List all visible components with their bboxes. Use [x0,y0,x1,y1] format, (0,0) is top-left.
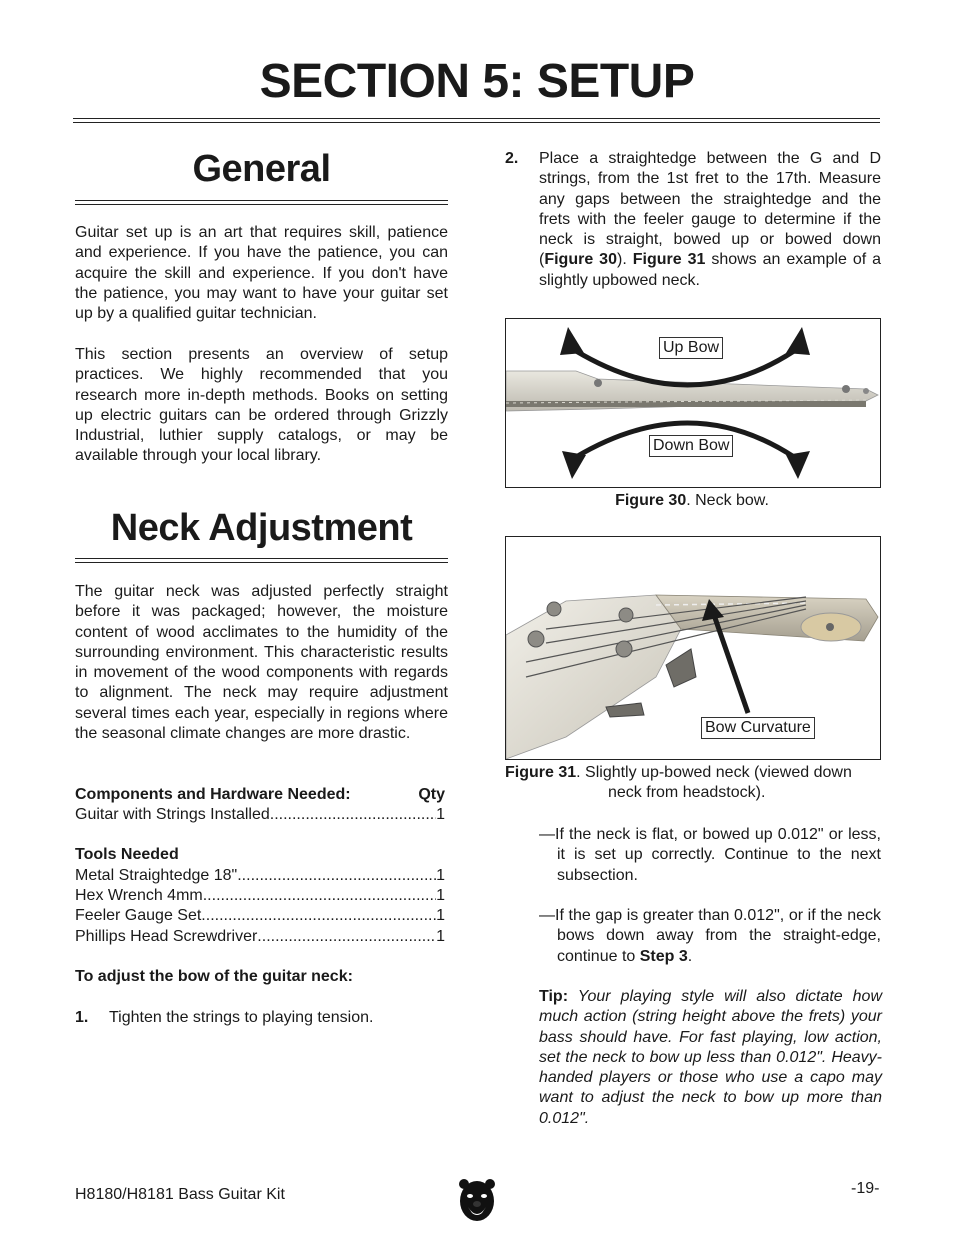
figure-30-caption-text: . Neck bow. [686,492,769,509]
tool-qty: 1 [436,887,445,904]
general-paragraph-1: Guitar set up is an art that requires skill, patience and experience. If you have the patience, you can acquire the skill and experience. If you don't have the patience, you may want to have your guitar set up by a qualified guitar technician. [75,224,448,323]
headstock-image [506,595,878,759]
general-rule [75,200,448,205]
tip-paragraph [539,987,882,1129]
step-2-text-part: ). [616,251,633,269]
figure-30-caption-label: Figure 30 [615,492,687,509]
step-2-text-part: Place a straightedge between the G and D strings, from the 1st fret to the 17th. Measure any gaps between the straightedge and the frets with the feeler gauge to determine if the neck is straight, bowed up or bowed down ( [539,150,881,269]
figure-31-caption [505,763,881,804]
component-qty: 1 [436,806,445,823]
tool-name: Metal Straightedge 18" [75,866,238,884]
tool-name: Phillips Head Screwdriver [75,927,258,945]
bow-curvature-label: Bow Curvature [701,717,815,739]
figure-31-upbowed-neck [505,536,881,760]
title-rule [73,118,880,123]
general-heading: General [192,148,331,190]
bullet-gap-end: . [687,947,693,965]
tool-row [75,886,445,906]
up-bow-label: Up Bow [659,337,723,359]
page-number: -19- [851,1180,880,1197]
headstock-photo-illustration [506,537,880,759]
tool-row [75,906,445,926]
step-1-number: 1. [75,1009,89,1026]
figure-31-caption-line-1 [505,763,881,783]
tip-text: Your playing style will also dictate how much action (string height above the frets) your bass should have. For fast playing, low action, set the neck to bow up less than 0.012". Heavy-handed players or those who use a capo may want to adjust the neck to bow up more than 0.012". [539,988,882,1127]
grizzly-bear-logo-icon [458,1177,496,1223]
bullet-gap-text: —If the gap is greater than 0.012", or if the neck bows down away from the straight-edge, continue to [539,907,881,965]
tool-row [75,927,445,947]
components-heading: Components and Hardware Needed: [75,786,351,803]
components-header-row [75,785,445,805]
step-2-text [539,149,881,291]
component-name: Guitar with Strings Installed [75,806,270,823]
tools-heading: Tools Needed [75,846,179,863]
component-row [75,805,445,825]
figure-31-caption-label: Figure 31 [505,764,577,781]
figure-31-caption-text: . Slightly up-bowed neck (viewed down [576,764,852,781]
tool-qty: 1 [436,927,445,945]
adjust-heading: To adjust the bow of the guitar neck: [75,968,353,985]
tool-name: Hex Wrench 4mm [75,887,203,904]
step-1-text: Tighten the strings to playing tension. [109,1009,374,1026]
section-title: SECTION 5: SETUP [259,55,695,108]
neck-paragraph: The guitar neck was adjusted perfectly straight before it was packaged; however, the moisture content of wood acclimates to the humidity of the surrounding environment. This characteristic results in movement of the wood components with regards to alignment. The neck may require adjustment several times each year, especially in regions where the seasonal climate changes are more drastic. [75,583,448,743]
neck-adjustment-heading: Neck Adjustment [110,507,413,549]
figure-30-neck-bow [505,318,881,488]
tool-qty: 1 [436,907,445,924]
neck-adjustment-rule [75,558,448,563]
step-2-text-part: shows an example of a slightly upbowed neck. [539,251,882,289]
figure-31-reference: Figure 31 [632,251,706,269]
tool-row [75,866,445,886]
leader-dots [203,886,436,906]
guitar-neck-image [506,371,878,411]
footer-model: H8180/H8181 Bass Guitar Kit [75,1186,285,1203]
leader-dots [201,906,436,926]
step-2-number: 2. [505,150,519,167]
figure-31-caption-line-2: neck from headstock). [608,784,766,802]
bullet-flat-neck: —If the neck is flat, or bowed up 0.012" or less, it is set up correctly. Continue to the next subsection. [539,826,881,884]
bullet-gap-greater [539,906,881,967]
step-3-reference: Step 3 [639,947,688,965]
tool-qty: 1 [436,866,445,884]
leader-dots [257,927,436,947]
qty-heading: Qty [418,786,445,803]
tip-label: Tip: [539,988,569,1005]
leader-dots [237,866,436,886]
down-bow-label: Down Bow [649,435,733,457]
figure-30-reference: Figure 30 [544,251,617,269]
general-paragraph-2: This section presents an overview of setup practices. We highly recommended that you research more in-depth methods. Books on setting up electric guitars can be ordered through Grizzly Industrial, luthier supply catalogs, or may be available through your local library. [75,346,448,465]
leader-dots [270,805,436,825]
tool-name: Feeler Gauge Set [75,907,202,924]
figure-30-caption [505,491,879,511]
